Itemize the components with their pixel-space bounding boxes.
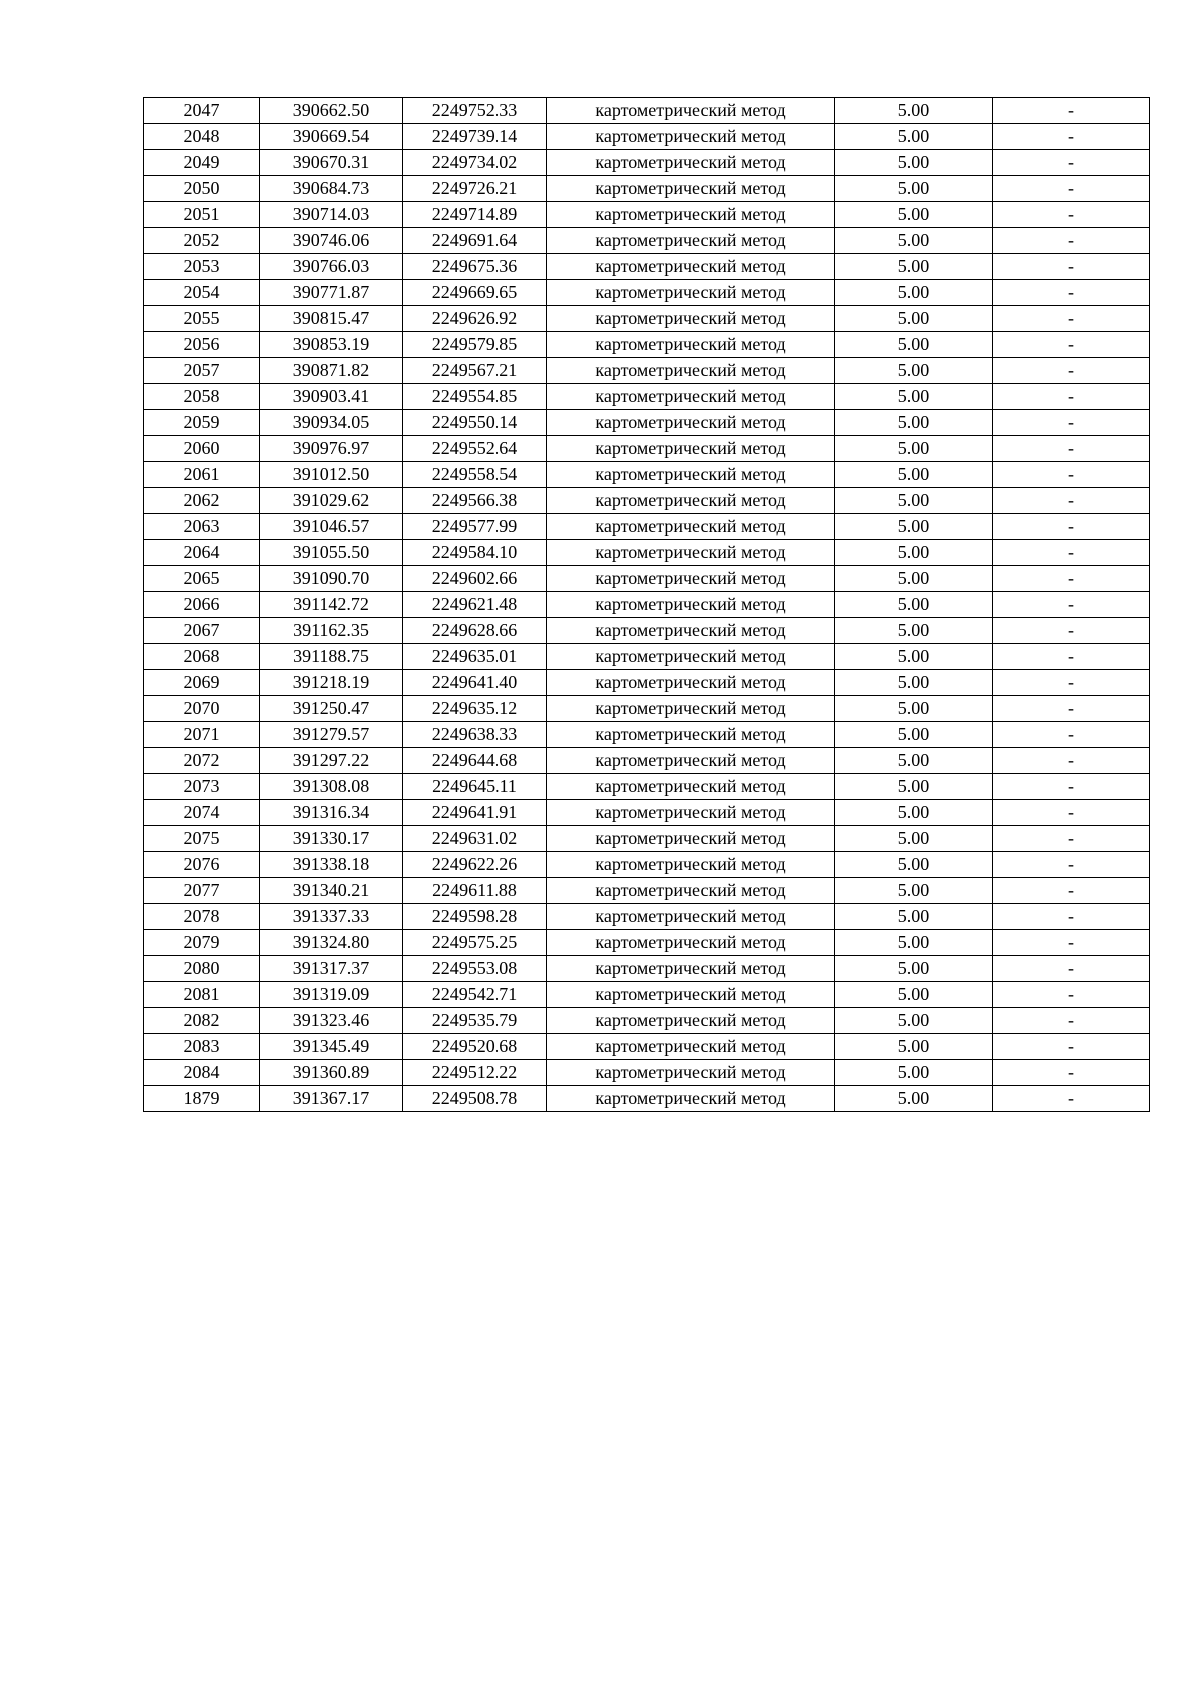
cell-x: 391250.47 [260,696,403,722]
cell-y: 2249520.68 [403,1034,547,1060]
cell-y: 2249628.66 [403,618,547,644]
cell-x: 391337.33 [260,904,403,930]
cell-method: картометрический метод [547,306,835,332]
cell-accuracy: 5.00 [835,280,993,306]
cell-note: - [993,826,1150,852]
cell-accuracy: 5.00 [835,410,993,436]
cell-y: 2249611.88 [403,878,547,904]
cell-y: 2249535.79 [403,1008,547,1034]
cell-y: 2249714.89 [403,202,547,228]
cell-y: 2249641.91 [403,800,547,826]
cell-note: - [993,670,1150,696]
cell-y: 2249558.54 [403,462,547,488]
cell-note: - [993,956,1150,982]
cell-x: 391046.57 [260,514,403,540]
cell-note: - [993,1034,1150,1060]
table-row [144,982,1150,1008]
cell-accuracy: 5.00 [835,930,993,956]
table-row [144,696,1150,722]
cell-method: картометрический метод [547,904,835,930]
cell-method: картометрический метод [547,982,835,1008]
table-row [144,358,1150,384]
cell-y: 2249553.08 [403,956,547,982]
cell-point: 2059 [144,410,260,436]
cell-method: картометрический метод [547,488,835,514]
cell-x: 391324.80 [260,930,403,956]
cell-point: 2061 [144,462,260,488]
cell-x: 390771.87 [260,280,403,306]
table-row [144,878,1150,904]
table-row [144,540,1150,566]
cell-accuracy: 5.00 [835,852,993,878]
cell-accuracy: 5.00 [835,176,993,202]
table-row [144,1034,1150,1060]
cell-method: картометрический метод [547,696,835,722]
table-row [144,644,1150,670]
table-row [144,306,1150,332]
cell-accuracy: 5.00 [835,592,993,618]
cell-point: 2049 [144,150,260,176]
cell-x: 390766.03 [260,254,403,280]
cell-method: картометрический метод [547,826,835,852]
cell-y: 2249542.71 [403,982,547,1008]
cell-accuracy: 5.00 [835,488,993,514]
cell-accuracy: 5.00 [835,462,993,488]
cell-x: 391316.34 [260,800,403,826]
cell-note: - [993,228,1150,254]
cell-accuracy: 5.00 [835,774,993,800]
cell-note: - [993,384,1150,410]
cell-accuracy: 5.00 [835,696,993,722]
cell-note: - [993,98,1150,124]
cell-point: 2065 [144,566,260,592]
table-row [144,462,1150,488]
cell-y: 2249734.02 [403,150,547,176]
cell-method: картометрический метод [547,98,835,124]
cell-x: 391090.70 [260,566,403,592]
table-row [144,566,1150,592]
cell-x: 391279.57 [260,722,403,748]
cell-accuracy: 5.00 [835,826,993,852]
cell-note: - [993,774,1150,800]
cell-point: 2055 [144,306,260,332]
cell-accuracy: 5.00 [835,722,993,748]
cell-y: 2249621.48 [403,592,547,618]
cell-point: 2064 [144,540,260,566]
cell-method: картометрический метод [547,618,835,644]
cell-y: 2249635.12 [403,696,547,722]
cell-y: 2249598.28 [403,904,547,930]
table-row [144,254,1150,280]
cell-note: - [993,462,1150,488]
table-row [144,826,1150,852]
cell-y: 2249752.33 [403,98,547,124]
cell-note: - [993,332,1150,358]
table-row [144,592,1150,618]
cell-y: 2249691.64 [403,228,547,254]
cell-y: 2249575.25 [403,930,547,956]
cell-point: 2074 [144,800,260,826]
cell-note: - [993,930,1150,956]
cell-point: 2057 [144,358,260,384]
cell-note: - [993,1060,1150,1086]
cell-point: 2070 [144,696,260,722]
cell-method: картометрический метод [547,176,835,202]
cell-method: картометрический метод [547,852,835,878]
cell-accuracy: 5.00 [835,150,993,176]
cell-method: картометрический метод [547,592,835,618]
cell-x: 391218.19 [260,670,403,696]
cell-method: картометрический метод [547,436,835,462]
cell-accuracy: 5.00 [835,514,993,540]
cell-accuracy: 5.00 [835,1086,993,1112]
cell-x: 391340.21 [260,878,403,904]
cell-y: 2249626.92 [403,306,547,332]
cell-point: 2073 [144,774,260,800]
cell-x: 391297.22 [260,748,403,774]
table-row [144,332,1150,358]
cell-accuracy: 5.00 [835,670,993,696]
table-row [144,670,1150,696]
cell-note: - [993,852,1150,878]
table-row [144,618,1150,644]
cell-note: - [993,514,1150,540]
cell-accuracy: 5.00 [835,566,993,592]
table-row [144,228,1150,254]
table-row [144,956,1150,982]
cell-accuracy: 5.00 [835,644,993,670]
cell-x: 391338.18 [260,852,403,878]
cell-point: 2056 [144,332,260,358]
cell-x: 390714.03 [260,202,403,228]
cell-y: 2249641.40 [403,670,547,696]
cell-point: 2077 [144,878,260,904]
cell-x: 391055.50 [260,540,403,566]
cell-method: картометрический метод [547,878,835,904]
cell-method: картометрический метод [547,150,835,176]
cell-method: картометрический метод [547,254,835,280]
cell-x: 390976.97 [260,436,403,462]
cell-x: 390669.54 [260,124,403,150]
table-row [144,852,1150,878]
table-row [144,488,1150,514]
cell-method: картометрический метод [547,956,835,982]
table-row [144,514,1150,540]
cell-point: 2072 [144,748,260,774]
cell-accuracy: 5.00 [835,384,993,410]
cell-method: картометрический метод [547,462,835,488]
cell-note: - [993,202,1150,228]
table-row [144,202,1150,228]
cell-x: 390871.82 [260,358,403,384]
cell-y: 2249566.38 [403,488,547,514]
table-row [144,722,1150,748]
cell-accuracy: 5.00 [835,98,993,124]
table-row [144,436,1150,462]
cell-y: 2249552.64 [403,436,547,462]
cell-y: 2249726.21 [403,176,547,202]
cell-note: - [993,644,1150,670]
cell-y: 2249554.85 [403,384,547,410]
cell-x: 390903.41 [260,384,403,410]
cell-x: 390662.50 [260,98,403,124]
cell-point: 2058 [144,384,260,410]
table-row [144,176,1150,202]
cell-x: 391188.75 [260,644,403,670]
cell-y: 2249645.11 [403,774,547,800]
cell-method: картометрический метод [547,202,835,228]
cell-y: 2249584.10 [403,540,547,566]
cell-x: 391012.50 [260,462,403,488]
cell-y: 2249622.26 [403,852,547,878]
table-row [144,280,1150,306]
cell-point: 2068 [144,644,260,670]
cell-y: 2249644.68 [403,748,547,774]
cell-y: 2249567.21 [403,358,547,384]
cell-method: картометрический метод [547,566,835,592]
table-row [144,150,1150,176]
cell-point: 2062 [144,488,260,514]
cell-y: 2249675.36 [403,254,547,280]
cell-accuracy: 5.00 [835,748,993,774]
cell-method: картометрический метод [547,670,835,696]
cell-accuracy: 5.00 [835,228,993,254]
cell-note: - [993,358,1150,384]
cell-method: картометрический метод [547,800,835,826]
table-row [144,904,1150,930]
cell-x: 390746.06 [260,228,403,254]
table-row [144,410,1150,436]
cell-accuracy: 5.00 [835,254,993,280]
cell-x: 390934.05 [260,410,403,436]
cell-point: 2054 [144,280,260,306]
cell-y: 2249739.14 [403,124,547,150]
cell-note: - [993,592,1150,618]
cell-note: - [993,748,1150,774]
table-row [144,774,1150,800]
cell-note: - [993,306,1150,332]
table-row [144,800,1150,826]
cell-x: 390815.47 [260,306,403,332]
cell-method: картометрический метод [547,1086,835,1112]
cell-method: картометрический метод [547,124,835,150]
cell-point: 2071 [144,722,260,748]
cell-accuracy: 5.00 [835,1034,993,1060]
cell-note: - [993,488,1150,514]
table-row [144,384,1150,410]
cell-point: 2069 [144,670,260,696]
cell-note: - [993,124,1150,150]
cell-note: - [993,904,1150,930]
cell-method: картометрический метод [547,748,835,774]
cell-note: - [993,1008,1150,1034]
cell-point: 2083 [144,1034,260,1060]
cell-point: 2060 [144,436,260,462]
cell-x: 391317.37 [260,956,403,982]
cell-note: - [993,878,1150,904]
cell-point: 2078 [144,904,260,930]
table-row [144,98,1150,124]
cell-method: картометрический метод [547,644,835,670]
cell-point: 2084 [144,1060,260,1086]
cell-method: картометрический метод [547,280,835,306]
cell-point: 2076 [144,852,260,878]
table-row [144,1086,1150,1112]
cell-method: картометрический метод [547,228,835,254]
cell-x: 391162.35 [260,618,403,644]
table-row [144,1060,1150,1086]
cell-point: 2051 [144,202,260,228]
cell-note: - [993,280,1150,306]
cell-x: 390670.31 [260,150,403,176]
cell-note: - [993,618,1150,644]
cell-point: 2048 [144,124,260,150]
cell-x: 391330.17 [260,826,403,852]
cell-point: 2081 [144,982,260,1008]
cell-y: 2249602.66 [403,566,547,592]
cell-accuracy: 5.00 [835,358,993,384]
cell-note: - [993,566,1150,592]
cell-y: 2249577.99 [403,514,547,540]
cell-accuracy: 5.00 [835,956,993,982]
cell-x: 390684.73 [260,176,403,202]
cell-note: - [993,722,1150,748]
cell-note: - [993,176,1150,202]
cell-method: картометрический метод [547,930,835,956]
cell-y: 2249550.14 [403,410,547,436]
cell-point: 2066 [144,592,260,618]
cell-accuracy: 5.00 [835,436,993,462]
cell-point: 2047 [144,98,260,124]
cell-accuracy: 5.00 [835,540,993,566]
cell-method: картометрический метод [547,1008,835,1034]
cell-note: - [993,982,1150,1008]
cell-y: 2249631.02 [403,826,547,852]
cell-note: - [993,800,1150,826]
cell-accuracy: 5.00 [835,1008,993,1034]
table-row [144,1008,1150,1034]
cell-note: - [993,540,1150,566]
cell-accuracy: 5.00 [835,904,993,930]
cell-note: - [993,410,1150,436]
cell-method: картометрический метод [547,540,835,566]
cell-method: картометрический метод [547,1060,835,1086]
table-row [144,930,1150,956]
cell-point: 2053 [144,254,260,280]
cell-x: 391029.62 [260,488,403,514]
cell-x: 391319.09 [260,982,403,1008]
cell-point: 2079 [144,930,260,956]
cell-accuracy: 5.00 [835,1060,993,1086]
cell-accuracy: 5.00 [835,124,993,150]
coordinates-table [143,97,1150,1112]
cell-method: картометрический метод [547,358,835,384]
cell-y: 2249512.22 [403,1060,547,1086]
cell-y: 2249579.85 [403,332,547,358]
cell-y: 2249638.33 [403,722,547,748]
cell-method: картометрический метод [547,514,835,540]
cell-accuracy: 5.00 [835,878,993,904]
cell-method: картометрический метод [547,774,835,800]
cell-accuracy: 5.00 [835,618,993,644]
cell-x: 390853.19 [260,332,403,358]
cell-method: картометрический метод [547,332,835,358]
cell-method: картометрический метод [547,1034,835,1060]
cell-point: 2052 [144,228,260,254]
cell-point: 2075 [144,826,260,852]
cell-note: - [993,254,1150,280]
cell-accuracy: 5.00 [835,332,993,358]
cell-x: 391308.08 [260,774,403,800]
cell-x: 391142.72 [260,592,403,618]
cell-note: - [993,150,1150,176]
cell-point: 2067 [144,618,260,644]
cell-accuracy: 5.00 [835,202,993,228]
cell-x: 391360.89 [260,1060,403,1086]
cell-accuracy: 5.00 [835,306,993,332]
cell-point: 2063 [144,514,260,540]
cell-x: 391367.17 [260,1086,403,1112]
cell-accuracy: 5.00 [835,982,993,1008]
cell-method: картометрический метод [547,384,835,410]
cell-method: картометрический метод [547,722,835,748]
coordinates-table-body [144,98,1150,1112]
cell-method: картометрический метод [547,410,835,436]
cell-accuracy: 5.00 [835,800,993,826]
table-row [144,748,1150,774]
cell-note: - [993,696,1150,722]
cell-note: - [993,1086,1150,1112]
cell-y: 2249508.78 [403,1086,547,1112]
cell-x: 391323.46 [260,1008,403,1034]
table-row [144,124,1150,150]
cell-x: 391345.49 [260,1034,403,1060]
cell-y: 2249635.01 [403,644,547,670]
cell-point: 2050 [144,176,260,202]
cell-note: - [993,436,1150,462]
cell-y: 2249669.65 [403,280,547,306]
cell-point: 1879 [144,1086,260,1112]
cell-point: 2082 [144,1008,260,1034]
cell-point: 2080 [144,956,260,982]
